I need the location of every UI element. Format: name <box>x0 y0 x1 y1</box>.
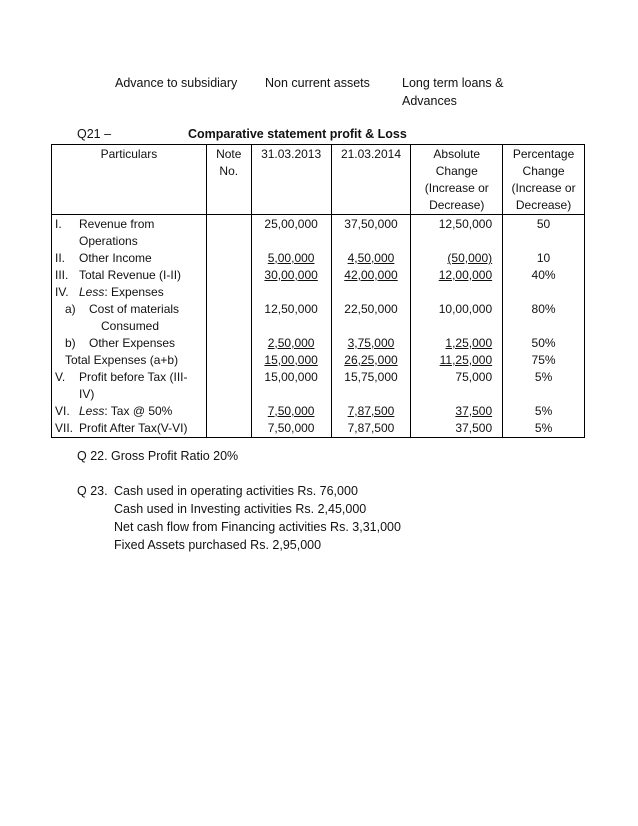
q23-line-4: Fixed Assets purchased Rs. 2,95,000 <box>114 538 322 552</box>
table-row: III. Total Revenue (I-II) 30,00,000 42,00,000 12,00,000 40% <box>52 267 585 284</box>
table-row: V. Profit before Tax (III- IV) 15,00,000 15,75,000 75,000 5% <box>52 369 585 403</box>
text-advance-to-subsidiary: Advance to subsidiary <box>115 76 238 90</box>
q22-text: Q 22. Gross Profit Ratio 20% <box>77 449 239 463</box>
table-header-row <box>52 145 585 215</box>
table-row: I. Revenue from Operations 25,00,000 37,50,000 12,50,000 50 <box>52 215 585 251</box>
table-row: IV. Less: Expenses <box>52 284 585 301</box>
table-row: Total Expenses (a+b) 15,00,000 26,25,000 11,25,000 75% <box>52 352 585 369</box>
q23-line-2: Cash used in Investing activities Rs. 2,45,000 <box>114 502 367 516</box>
table-row: VI. Less: Tax @ 50% 7,50,000 7,87,500 37,500 5% <box>52 403 585 420</box>
header-absolute-change: Absolute Change (Increase or Decrease) <box>411 145 503 215</box>
table-row: a) Cost of materials Consumed 12,50,000 22,50,000 10,00,000 80% <box>52 301 585 335</box>
table-row: VII. Profit After Tax(V-VI) 7,50,000 7,87,500 37,500 5% <box>52 420 585 438</box>
header-percentage-change: Percentage Change (Increase or Decrease) <box>503 145 585 215</box>
table-row: II. Other Income 5,00,000 4,50,000 (50,000) 10 <box>52 250 585 267</box>
header-2013: 31.03.2013 <box>251 145 331 215</box>
header-2014: 21.03.2014 <box>331 145 411 215</box>
q23-label: Q 23. <box>77 484 108 498</box>
q21-label: Q21 – <box>77 127 112 141</box>
table-row: b) Other Expenses 2,50,000 3,75,000 1,25,000 50% <box>52 335 585 352</box>
header-particulars: Particulars <box>52 145 207 215</box>
comparative-statement-table <box>51 144 585 438</box>
q23-line-1: Cash used in operating activities Rs. 76,000 <box>114 484 358 498</box>
text-long-term-loans-1: Long term loans & <box>402 76 504 90</box>
header-note-no: Note No. <box>206 145 251 215</box>
text-long-term-loans-2: Advances <box>402 94 457 108</box>
q21-title: Comparative statement profit & Loss <box>188 127 407 141</box>
text-non-current-assets: Non current assets <box>265 76 370 90</box>
q23-line-3: Net cash flow from Financing activities Rs. 3,31,000 <box>114 520 401 534</box>
